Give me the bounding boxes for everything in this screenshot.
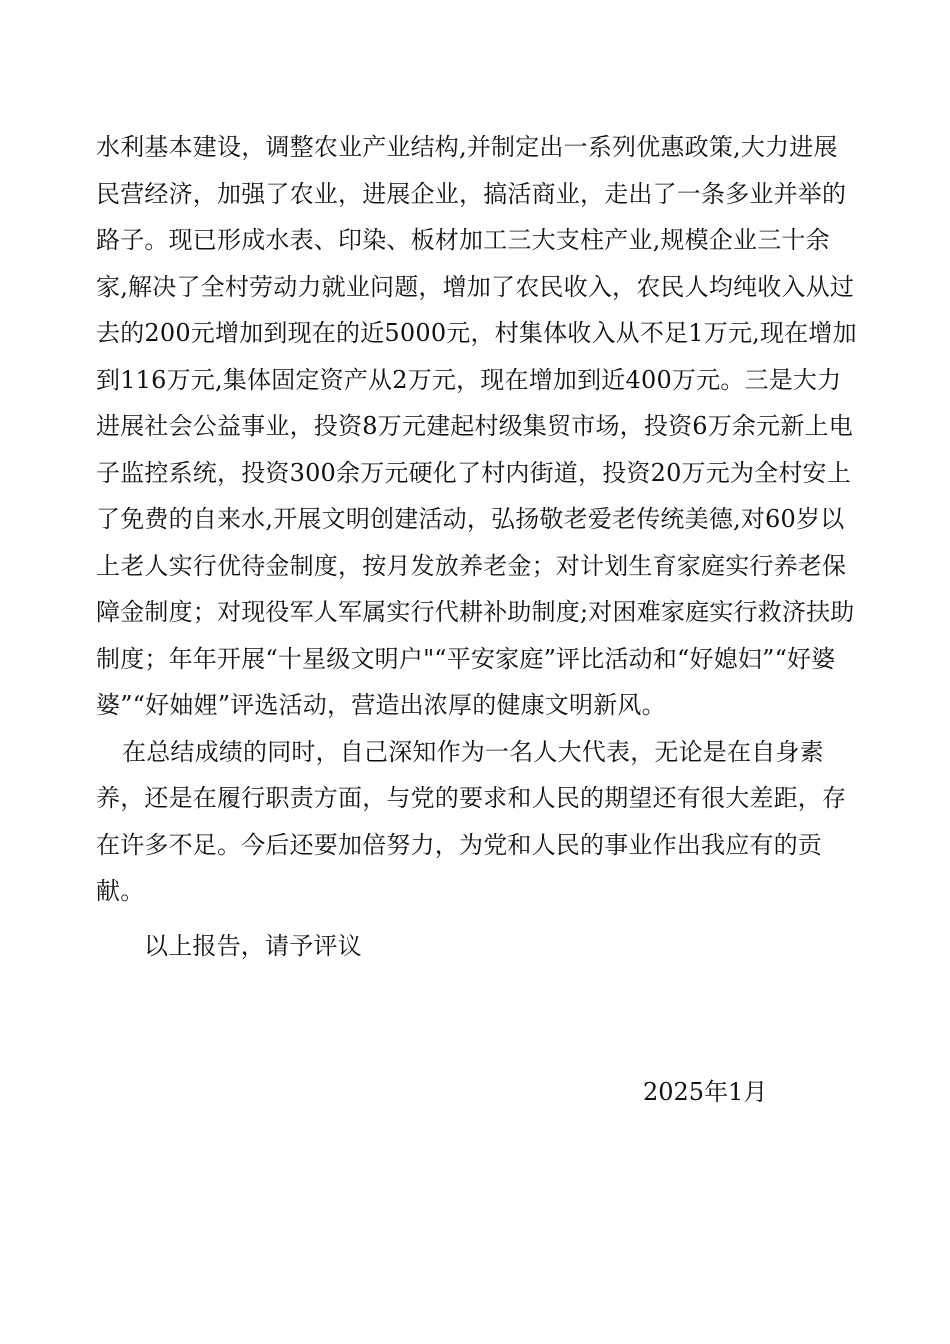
body-paragraph-2: 在总结成绩的同时，自己深知作为一名人大代表，无论是在自身素养，还是在履行职责方面，与党的要求和人民的期望还有很大差距，存在许多不足。今后还要加倍努力，为党和人民的事业作出我应有的贡献。 <box>96 737 847 905</box>
body-paragraph-1: 水利基本建设，调整农业产业结构,并制定出一系列优惠政策,大力进展民营经济，加强了农业，进展企业，搞活商业，走出了一条多业并举的路子。现已形成水表、印染、板材加工三大支柱产业,规模企业三十余家,解决了全村劳动力就业问题，增加了农民收入，农民人均纯收入从过去的200元增加到现在的近5000元，村集体收入从不足1万元,现在增加到116万元,集体固定资产从2万元，现在增加到近400万元。三是大力进展社会公益事业，投资8万元建起村级集贸市场，投资6万余元新上电子监控系统，投资300余万元硬化了村内街道，投资20万元为全村安上了免费的自来水,开展文明创建活动，弘扬敬老爱老传统美德,对60岁以上老人实行优待金制度，按月发放养老金；对计划生育家庭实行养老保障金制度；对现役军人军属实行代耕补助制度;对困难家庭实行救济扶助制度；年年开展“十星级文明户"“平安家庭”评比活动和“好媳妇”“好婆婆”“好妯娌”评选活动，营造出浓厚的健康文明新风。 <box>96 133 857 719</box>
document-date: 2025年1月 <box>643 1078 768 1106</box>
closing-line: 以上报告，请予评议 <box>144 931 362 960</box>
document-body <box>96 124 858 969</box>
